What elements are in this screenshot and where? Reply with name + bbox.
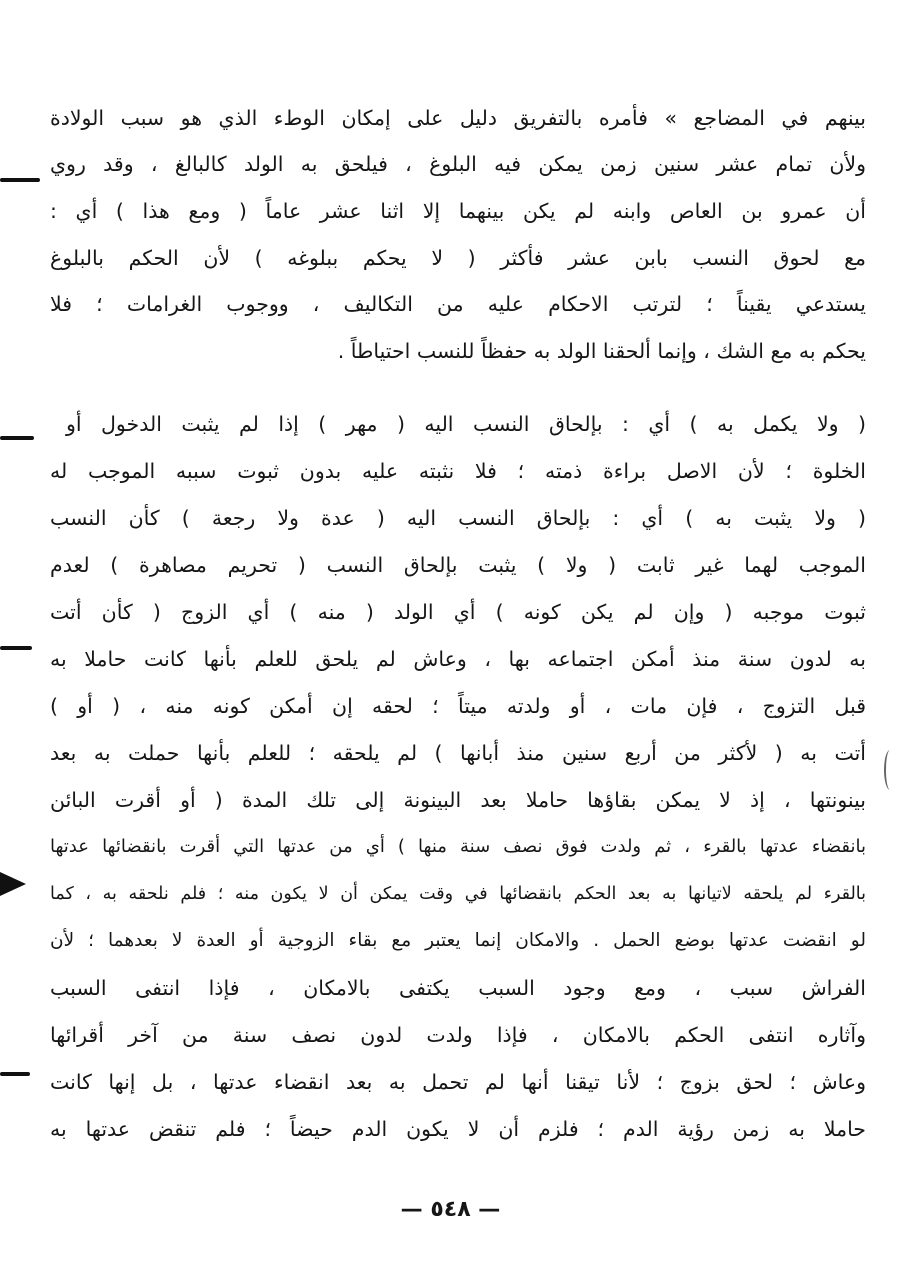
text-line: ولأن تمام عشر سنين زمن يمكن فيه البلوغ ، فيلحق به الولد كالبالغ ، وقد روي [50,152,866,176]
page-number: — ٥٤٨ — [400,1197,501,1222]
text-line: بالقرء لم يلحقه لاتيانها به بعد الحكم بانقضائها في وقت يمكن أن لا يكون منه ؛ فلم نلحقه به ، كما [50,884,866,904]
margin-mark [0,436,34,440]
text-line: ( ولا يكمل به ) أي : بإلحاق النسب اليه ( مهر ) إذا لم يثبت الدخول أو [66,412,866,436]
text-line: بانقضاء عدتها بالقرء ، ثم ولدت فوق نصف سنة منها ) أي من عدتها التي أقرت بانقضائها عدتها [50,836,866,857]
text-line: بينونتها ، إذ لا يمكن بقاؤها حاملا بعد البينونة إلى تلك المدة ( أو أقرت البائن [50,788,866,812]
margin-mark [0,646,32,650]
paragraph-2 [50,404,866,1164]
text-line: حاملا به زمن رؤية الدم ؛ فلزم أن لا يكون الدم حيضاً ؛ فلم تنقض عدتها به [50,1117,866,1141]
text-line: به لدون سنة منذ أمكن اجتماعه بها ، وعاش لم يلحق للعلم بأنها كانت حاملا به [50,647,866,671]
paragraph-1 [50,98,866,378]
text-line: الخلوة ؛ لأن الاصل براءة ذمته ؛ فلا نثبته عليه بدون ثبوت سببه الموجب له [50,459,866,483]
text-line: الموجب لهما غير ثابت ( ولا ) يثبت بإلحاق النسب ( تحريم مصاهرة ) لعدم [50,553,866,577]
text-line: مع لحوق النسب بابن عشر فأكثر ( لا يحكم ببلوغه ) لأن الحكم بالبلوغ [50,246,866,270]
margin-bracket-mark [884,750,896,790]
text-line: ( ولا يثبت به ) أي : بإلحاق النسب اليه ( عدة ولا رجعة ) كأن النسب [50,506,866,530]
text-line: بينهم في المضاجع » فأمره بالتفريق دليل على إمكان الوطء الذي هو سبب الولادة [50,106,866,130]
margin-mark [0,178,40,182]
margin-mark [0,1072,30,1076]
text-line: يحكم به مع الشك ، وإنما ألحقنا الولد به حفظاً للنسب احتياطاً . [337,339,866,363]
text-line: الفراش سبب ، ومع وجود السبب يكتفى بالامكان ، فإذا انتفى السبب [50,976,866,1000]
margin-arrow-mark [0,872,26,896]
text-line: قبل التزوج ، فإن مات ، أو ولدته ميتاً ؛ لحقه إن أمكن كونه منه ، ( أو ) [50,694,866,718]
text-line: لو انقضت عدتها بوضع الحمل . والامكان إنما يعتبر مع بقاء الزوجية أو العدة لا بعدهما ؛ لأن [50,930,866,951]
text-line: أتت به ( لأكثر من أربع سنين منذ أبانها ) لم يلحقه ؛ للعلم بأنها حملت به بعد [50,741,866,765]
text-line: وآثاره انتفى الحكم بالامكان ، فإذا ولدت لدون نصف سنة من آخر أقرائها [50,1023,866,1047]
text-line: وعاش ؛ لحق بزوج ؛ لأنا تيقنا أنها لم تحمل به بعد انقضاء عدتها ، بل إنها كانت [50,1070,866,1094]
text-line: يستدعي يقيناً ؛ لترتب الاحكام عليه من التكاليف ، ووجوب الغرامات ؛ فلا [50,292,866,316]
text-line: أن عمرو بن العاص وابنه لم يكن بينهما إلا اثنا عشر عاماً ( ومع هذا ) أي : [50,199,866,223]
text-line: ثبوت موجبه ( وإن لم يكن كونه ) أي الولد ( منه ) أي الزوج ( كأن أتت [50,600,866,624]
